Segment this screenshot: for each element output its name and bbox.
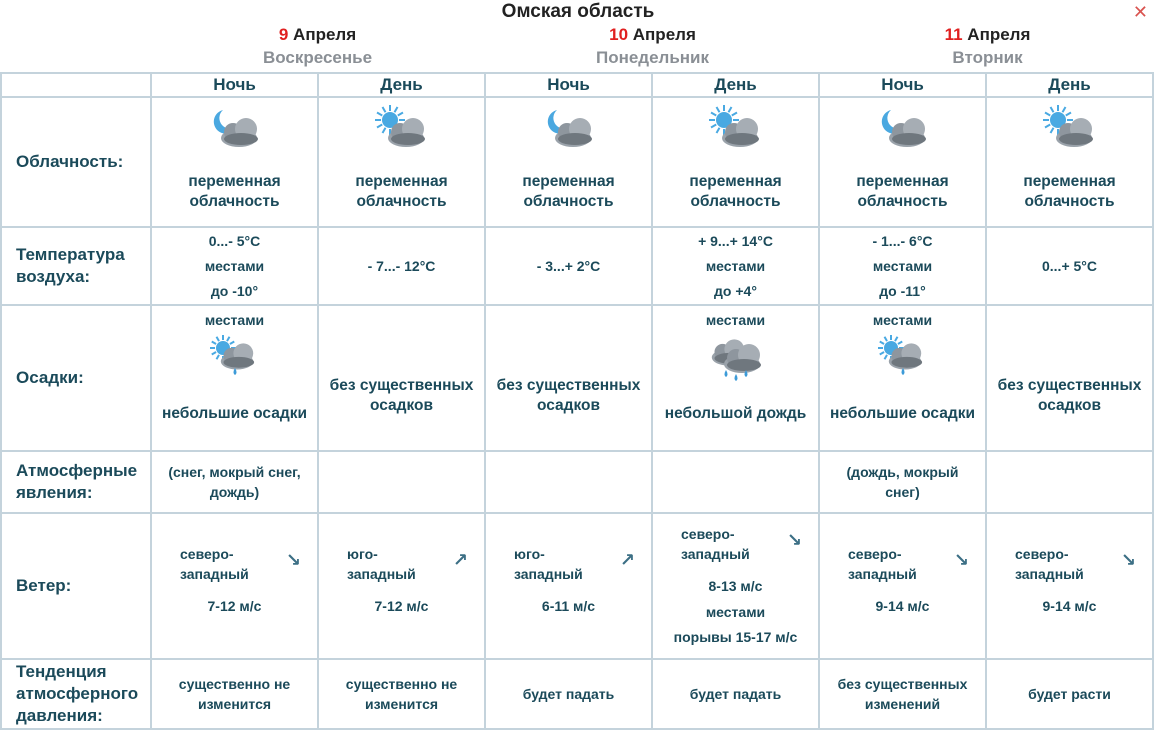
phenom-cell <box>986 451 1153 513</box>
date-weekday: Воскресенье <box>262 48 373 67</box>
cloud-cell <box>986 97 1153 227</box>
temp-line: местами <box>705 257 766 274</box>
row-label-line: явления: <box>16 483 93 502</box>
wind-cell <box>151 513 318 659</box>
moon-cloud-icon <box>875 104 931 154</box>
cloud-cell <box>652 97 819 227</box>
temp-line: 0...+ 5°C <box>1041 257 1097 274</box>
cloud-text: переменная облачность <box>856 173 949 210</box>
date-weekday: Понедельник <box>595 48 710 67</box>
wind-speed: 8-13 м/с <box>708 578 763 594</box>
date-month: Апреля <box>293 25 357 44</box>
temp-line: - 3...+ 2°C <box>536 257 601 274</box>
wind-direction: северо- западный <box>848 546 917 582</box>
period-row <box>1 73 1153 97</box>
pressure-cell: будет падать <box>652 659 819 729</box>
precip-row <box>1 305 1153 451</box>
pressure-cell: будет падать <box>485 659 652 729</box>
temp-line: до -10° <box>210 282 259 299</box>
cloud-cell <box>485 97 652 227</box>
precip-cell <box>318 305 485 451</box>
sun-cloud-icon <box>708 104 764 154</box>
phenom-cell: (снег, мокрый снег, дождь) <box>151 451 318 513</box>
row-label <box>1 451 151 513</box>
temp-cell <box>986 227 1153 305</box>
close-icon[interactable]: ✕ <box>1132 2 1148 22</box>
period-header: День <box>652 73 819 97</box>
sun-cloud-icon <box>374 104 430 154</box>
row-label-line: Тенденция <box>16 662 107 681</box>
cloud-cell <box>819 97 986 227</box>
row-label <box>1 659 151 729</box>
temp-cell <box>318 227 485 305</box>
precip-text: небольшой дождь <box>664 405 807 422</box>
pressure-cell: существенно не изменится <box>318 659 485 729</box>
wind-speed: 9-14 м/с <box>875 598 930 614</box>
temp-line: 0...- 5°C <box>208 232 261 249</box>
date-header-1 <box>150 24 485 70</box>
date-month: Апреля <box>632 25 696 44</box>
date-weekday: Вторник <box>952 48 1023 67</box>
row-label: Ветер: <box>1 513 151 659</box>
precip-text: без существенных осадков <box>329 377 474 414</box>
precip-cell <box>652 305 819 451</box>
moon-cloud-icon <box>207 104 263 154</box>
temp-line: местами <box>872 257 933 274</box>
row-label-line: воздуха: <box>16 267 91 286</box>
cloud-text: переменная облачность <box>188 173 281 210</box>
wind-direction: юго- западный <box>347 546 416 582</box>
wind-speed: 7-12 м/с <box>374 598 429 614</box>
wind-direction: северо- западный <box>681 526 750 562</box>
wind-arrow-icon: ↗ <box>452 550 468 570</box>
wind-cell <box>485 513 652 659</box>
wind-row <box>1 513 1153 659</box>
wind-speed: 9-14 м/с <box>1042 598 1097 614</box>
cloud-row <box>1 97 1153 227</box>
temp-line: - 1...- 6°C <box>872 232 933 249</box>
temp-line: до +4° <box>714 282 757 299</box>
phenom-cell <box>318 451 485 513</box>
row-label <box>1 227 151 305</box>
cloud-text: переменная облачность <box>522 173 615 210</box>
precip-text: без существенных осадков <box>997 377 1142 414</box>
wind-arrow-icon: ↘ <box>953 550 969 570</box>
cloud-text: переменная облачность <box>1023 173 1116 210</box>
cloud-cell <box>151 97 318 227</box>
precip-pre: местами <box>204 312 265 328</box>
cloud-cell <box>318 97 485 227</box>
temp-line: - 7...- 12°C <box>367 257 436 274</box>
period-header: Ночь <box>485 73 652 97</box>
precip-cell <box>986 305 1153 451</box>
phenom-row <box>1 451 1153 513</box>
period-header: День <box>986 73 1153 97</box>
wind-arrow-icon: ↘ <box>786 530 802 550</box>
row-label-line: атмосферного <box>16 684 139 703</box>
phenom-cell: (дождь, мокрый снег) <box>819 451 986 513</box>
row-label-line: Атмосферные <box>16 461 138 480</box>
temp-line: + 9...+ 14°C <box>698 232 773 249</box>
precip-pre: местами <box>705 312 766 328</box>
wind-arrow-icon: ↗ <box>619 550 635 570</box>
precip-cell <box>819 305 986 451</box>
temp-cell <box>485 227 652 305</box>
wind-cell <box>986 513 1153 659</box>
date-header-3 <box>820 24 1155 70</box>
precip-cell <box>151 305 318 451</box>
temp-cell <box>819 227 986 305</box>
phenom-cell <box>652 451 819 513</box>
cloud-text: переменная облачность <box>689 173 782 210</box>
wind-cell <box>819 513 986 659</box>
row-label-line: давления: <box>16 706 103 725</box>
moon-cloud-icon <box>541 104 597 154</box>
date-header-2 <box>485 24 820 70</box>
wind-speed: 6-11 м/с <box>541 598 596 614</box>
temp-line: местами <box>204 257 265 274</box>
sun-cloud-rain-icon <box>875 334 931 384</box>
precip-cell <box>485 305 652 451</box>
forecast-table <box>0 72 1154 730</box>
row-label-line: Температура <box>16 245 125 264</box>
sun-cloud-rain-icon <box>207 334 263 384</box>
date-number: 10 <box>609 25 629 44</box>
phenom-cell <box>485 451 652 513</box>
date-number: 9 <box>278 25 289 44</box>
precip-text: небольшие осадки <box>829 405 975 422</box>
sun-cloud-icon <box>1042 104 1098 154</box>
wind-speed: 7-12 м/с <box>207 598 262 614</box>
precip-text: небольшие осадки <box>161 405 307 422</box>
wind-cell <box>318 513 485 659</box>
wind-direction: юго- западный <box>514 546 583 582</box>
pressure-cell: существенно не изменится <box>151 659 318 729</box>
wind-extra: местами порывы 15-17 м/с <box>673 604 798 645</box>
period-header: День <box>318 73 485 97</box>
precip-text: без существенных осадков <box>496 377 641 414</box>
wind-arrow-icon: ↘ <box>1120 550 1136 570</box>
wind-direction: северо- западный <box>180 546 249 582</box>
region-title: Омская область <box>501 1 655 22</box>
cloud-rain-icon <box>708 334 764 384</box>
cloud-text: переменная облачность <box>355 173 448 210</box>
temp-row <box>1 227 1153 305</box>
temp-line: до -11° <box>879 282 926 299</box>
period-header: Ночь <box>819 73 986 97</box>
pressure-row <box>1 659 1153 729</box>
temp-cell <box>652 227 819 305</box>
wind-arrow-icon: ↘ <box>285 550 301 570</box>
wind-direction: северо- западный <box>1015 546 1084 582</box>
corner-cell <box>1 73 151 97</box>
date-number: 11 <box>944 25 963 44</box>
date-month: Апреля <box>967 25 1031 44</box>
row-label: Облачность: <box>1 97 151 227</box>
precip-pre: местами <box>872 312 933 328</box>
pressure-cell: будет расти <box>986 659 1153 729</box>
temp-cell <box>151 227 318 305</box>
pressure-cell: без существенных изменений <box>819 659 986 729</box>
row-label: Осадки: <box>1 305 151 451</box>
wind-cell <box>652 513 819 659</box>
period-header: Ночь <box>151 73 318 97</box>
